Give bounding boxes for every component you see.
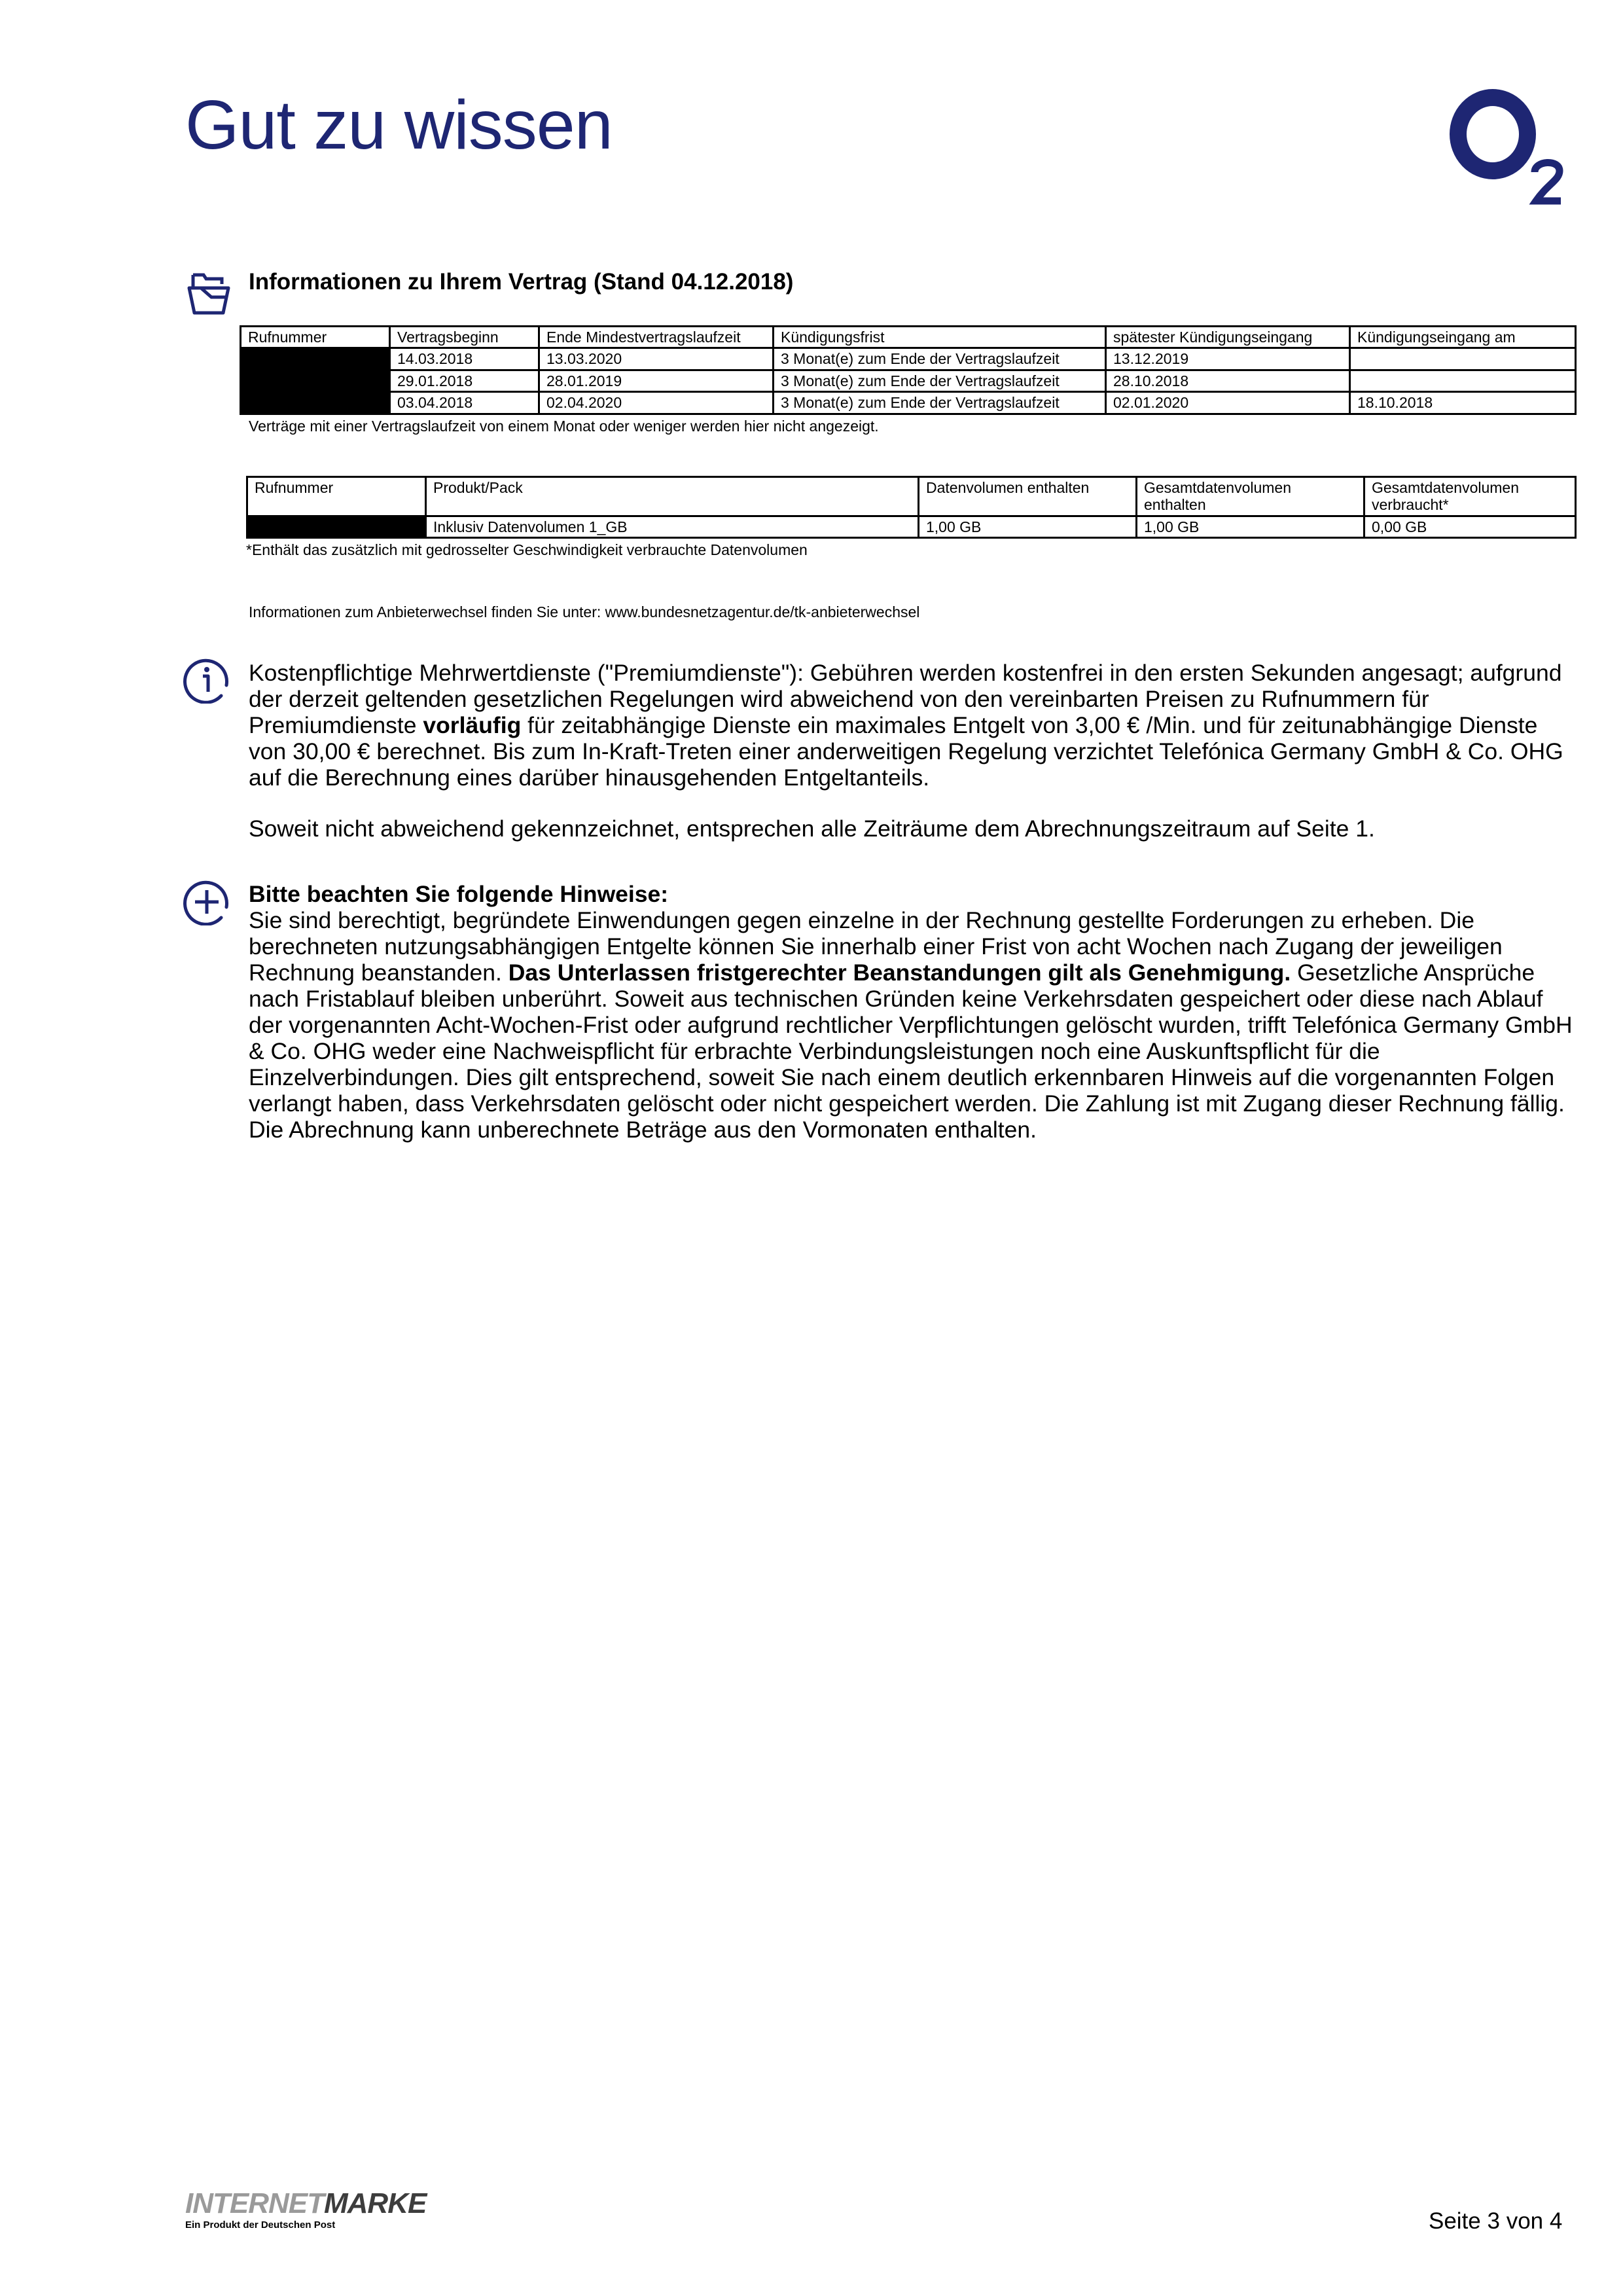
table-row [247, 516, 1576, 538]
cell-ende: 13.03.2020 [539, 348, 774, 370]
cell-spaetester: 28.10.2018 [1106, 370, 1350, 391]
data-volume-table [246, 476, 1577, 539]
plus-circle-icon [183, 878, 230, 925]
o2-logo-icon [1450, 88, 1580, 206]
col-header-gesamt-verbraucht: Gesamtdatenvolumen verbraucht* [1364, 477, 1576, 516]
premium-services-text: Kostenpflichtige Mehrwertdienste ("Premiumdienste"): Gebühren werden kostenfrei in den ersten Sekunden angesagt; aufgrund der derzeit geltenden gesetzlichen Regelungen wird abweichend von den vereinbarten Preisen zu Rufnummern für Premiumdienste vorläufig für zeitabhängige Dienste ein maximales Entgelt von 3,00 € /Min. und für zeitunabhängige Dienste von 30,00 € berechnet. Bis zum In-Kraft-Treten einer anderweitigen Regelung verzichtet Telefónica Germany GmbH & Co. OHG auf die Berechnung eines darüber hinausgehenden Entgeltanteils. [249, 660, 1563, 791]
contract-section-heading: Informationen zu Ihrem Vertrag (Stand 04.12.2018) [249, 269, 794, 295]
col-header-gesamt-enthalten: Gesamtdatenvolumen enthalten [1137, 477, 1364, 516]
cell-ende: 02.04.2020 [539, 392, 774, 414]
page-number: Seite 3 von 4 [1429, 2208, 1563, 2234]
col-header-datenvolumen: Datenvolumen enthalten [919, 477, 1137, 516]
cell-spaetester: 02.01.2020 [1106, 392, 1350, 414]
table-header-row [241, 327, 1576, 348]
contracts-table-note: Verträge mit einer Vertragslaufzeit von einem Monat oder weniger werden hier nicht angezeigt. [249, 418, 879, 435]
cell-enthalten: 1,00 GB [919, 516, 1137, 538]
col-header-vertragsbeginn: Vertragsbeginn [390, 327, 539, 348]
col-header-ende: Ende Mindestvertragslaufzeit [539, 327, 774, 348]
cell-vertragsbeginn: 29.01.2018 [390, 370, 539, 391]
cell-eingang [1350, 348, 1576, 370]
cell-vertragsbeginn: 14.03.2018 [390, 348, 539, 370]
notes-heading: Bitte beachten Sie folgende Hinweise: [249, 881, 669, 907]
redacted-phone-number [241, 370, 390, 391]
redacted-phone-number [241, 348, 390, 370]
cell-frist: 3 Monat(e) zum Ende der Vertragslaufzeit [774, 392, 1106, 414]
col-header-spaetester: spätester Kündigungseingang [1106, 327, 1350, 348]
col-header-rufnummer: Rufnummer [247, 477, 426, 516]
col-header-rufnummer: Rufnummer [241, 327, 390, 348]
col-header-produkt: Produkt/Pack [426, 477, 919, 516]
table-row [241, 392, 1576, 414]
redacted-phone-number [241, 392, 390, 414]
table-row [241, 370, 1576, 391]
data-table-note: *Enthält das zusätzlich mit gedrosselter Geschwindigkeit verbrauchte Datenvolumen [246, 541, 808, 558]
notes-bold: Das Unterlassen fristgerechter Beanstandungen gilt als Genehmigung. [508, 960, 1291, 986]
cell-eingang: 18.10.2018 [1350, 392, 1576, 414]
contracts-table [240, 325, 1577, 415]
cell-vertragsbeginn: 03.04.2018 [390, 392, 539, 414]
redacted-phone-number [247, 516, 426, 538]
billing-period-note: Soweit nicht abweichend gekennzeichnet, entsprechen alle Zeiträume dem Abrechnungszeitraum auf Seite 1. [249, 816, 1375, 842]
info-icon [183, 656, 230, 704]
table-header-row [247, 477, 1576, 516]
cell-frist: 3 Monat(e) zum Ende der Vertragslaufzeit [774, 348, 1106, 370]
premium-services-bold: vorläufig [423, 712, 522, 738]
table-row [241, 348, 1576, 370]
col-header-eingang: Kündigungseingang am [1350, 327, 1576, 348]
internetmarke-subtitle: Ein Produkt der Deutschen Post [185, 2219, 336, 2231]
cell-produkt: Inklusiv Datenvolumen 1_GB [426, 516, 919, 538]
cell-frist: 3 Monat(e) zum Ende der Vertragslaufzeit [774, 370, 1106, 391]
col-header-frist: Kündigungsfrist [774, 327, 1106, 348]
cell-spaetester: 13.12.2019 [1106, 348, 1350, 370]
internetmarke-logo: INTERNETMARKE Ein Produkt der Deutschen Post [185, 2187, 427, 2231]
cell-gesamt-enthalten: 1,00 GB [1137, 516, 1364, 538]
notes-section: Bitte beachten Sie folgende Hinweise: Sie sind berechtigt, begründete Einwendungen gegen einzelne in der Rechnung gestellte Forderungen zu erheben. Die berechneten nutzungsabhängigen Entgelte können Sie innerhalb einer Frist von acht Wochen nach Zugang der jeweiligen Rechnung beanstanden. Das Unterlassen fristgerechter Beanstandungen gilt als Genehmigung. Gesetzliche Ansprüche nach Fristablauf bleiben unberührt. Soweit aus technischen Gründen keine Verkehrsdaten gespeichert oder diese nach Ablauf der vorgenannten Acht-Wochen-Frist oder aufgrund rechtlicher Verpflichtungen gelöscht wurden, trifft Telefónica Germany GmbH & Co. OHG weder eine Nachweispflicht für erbrachte Verbindungsleistungen noch eine Auskunftspflicht für die Einzelverbindungen. Dies gilt entsprechend, soweit Sie nach einem deutlich erkennbaren Hinweis auf die vorgenannten Folgen verlangt haben, dass Verkehrsdaten gelöscht oder nicht gespeichert werden. Die Zahlung ist mit Zugang dieser Rechnung fällig. Die Abrechnung kann unberechnete Beträge aus den Vormonaten enthalten. [249, 881, 1573, 1143]
folder-icon [185, 270, 232, 317]
cell-eingang [1350, 370, 1576, 391]
page-title: Gut zu wissen [185, 86, 613, 164]
cell-ende: 28.01.2019 [539, 370, 774, 391]
cell-gesamt-verbraucht: 0,00 GB [1364, 516, 1576, 538]
provider-change-info: Informationen zum Anbieterwechsel finden Sie unter: www.bundesnetzagentur.de/tk-anbieterwechsel [249, 603, 920, 620]
